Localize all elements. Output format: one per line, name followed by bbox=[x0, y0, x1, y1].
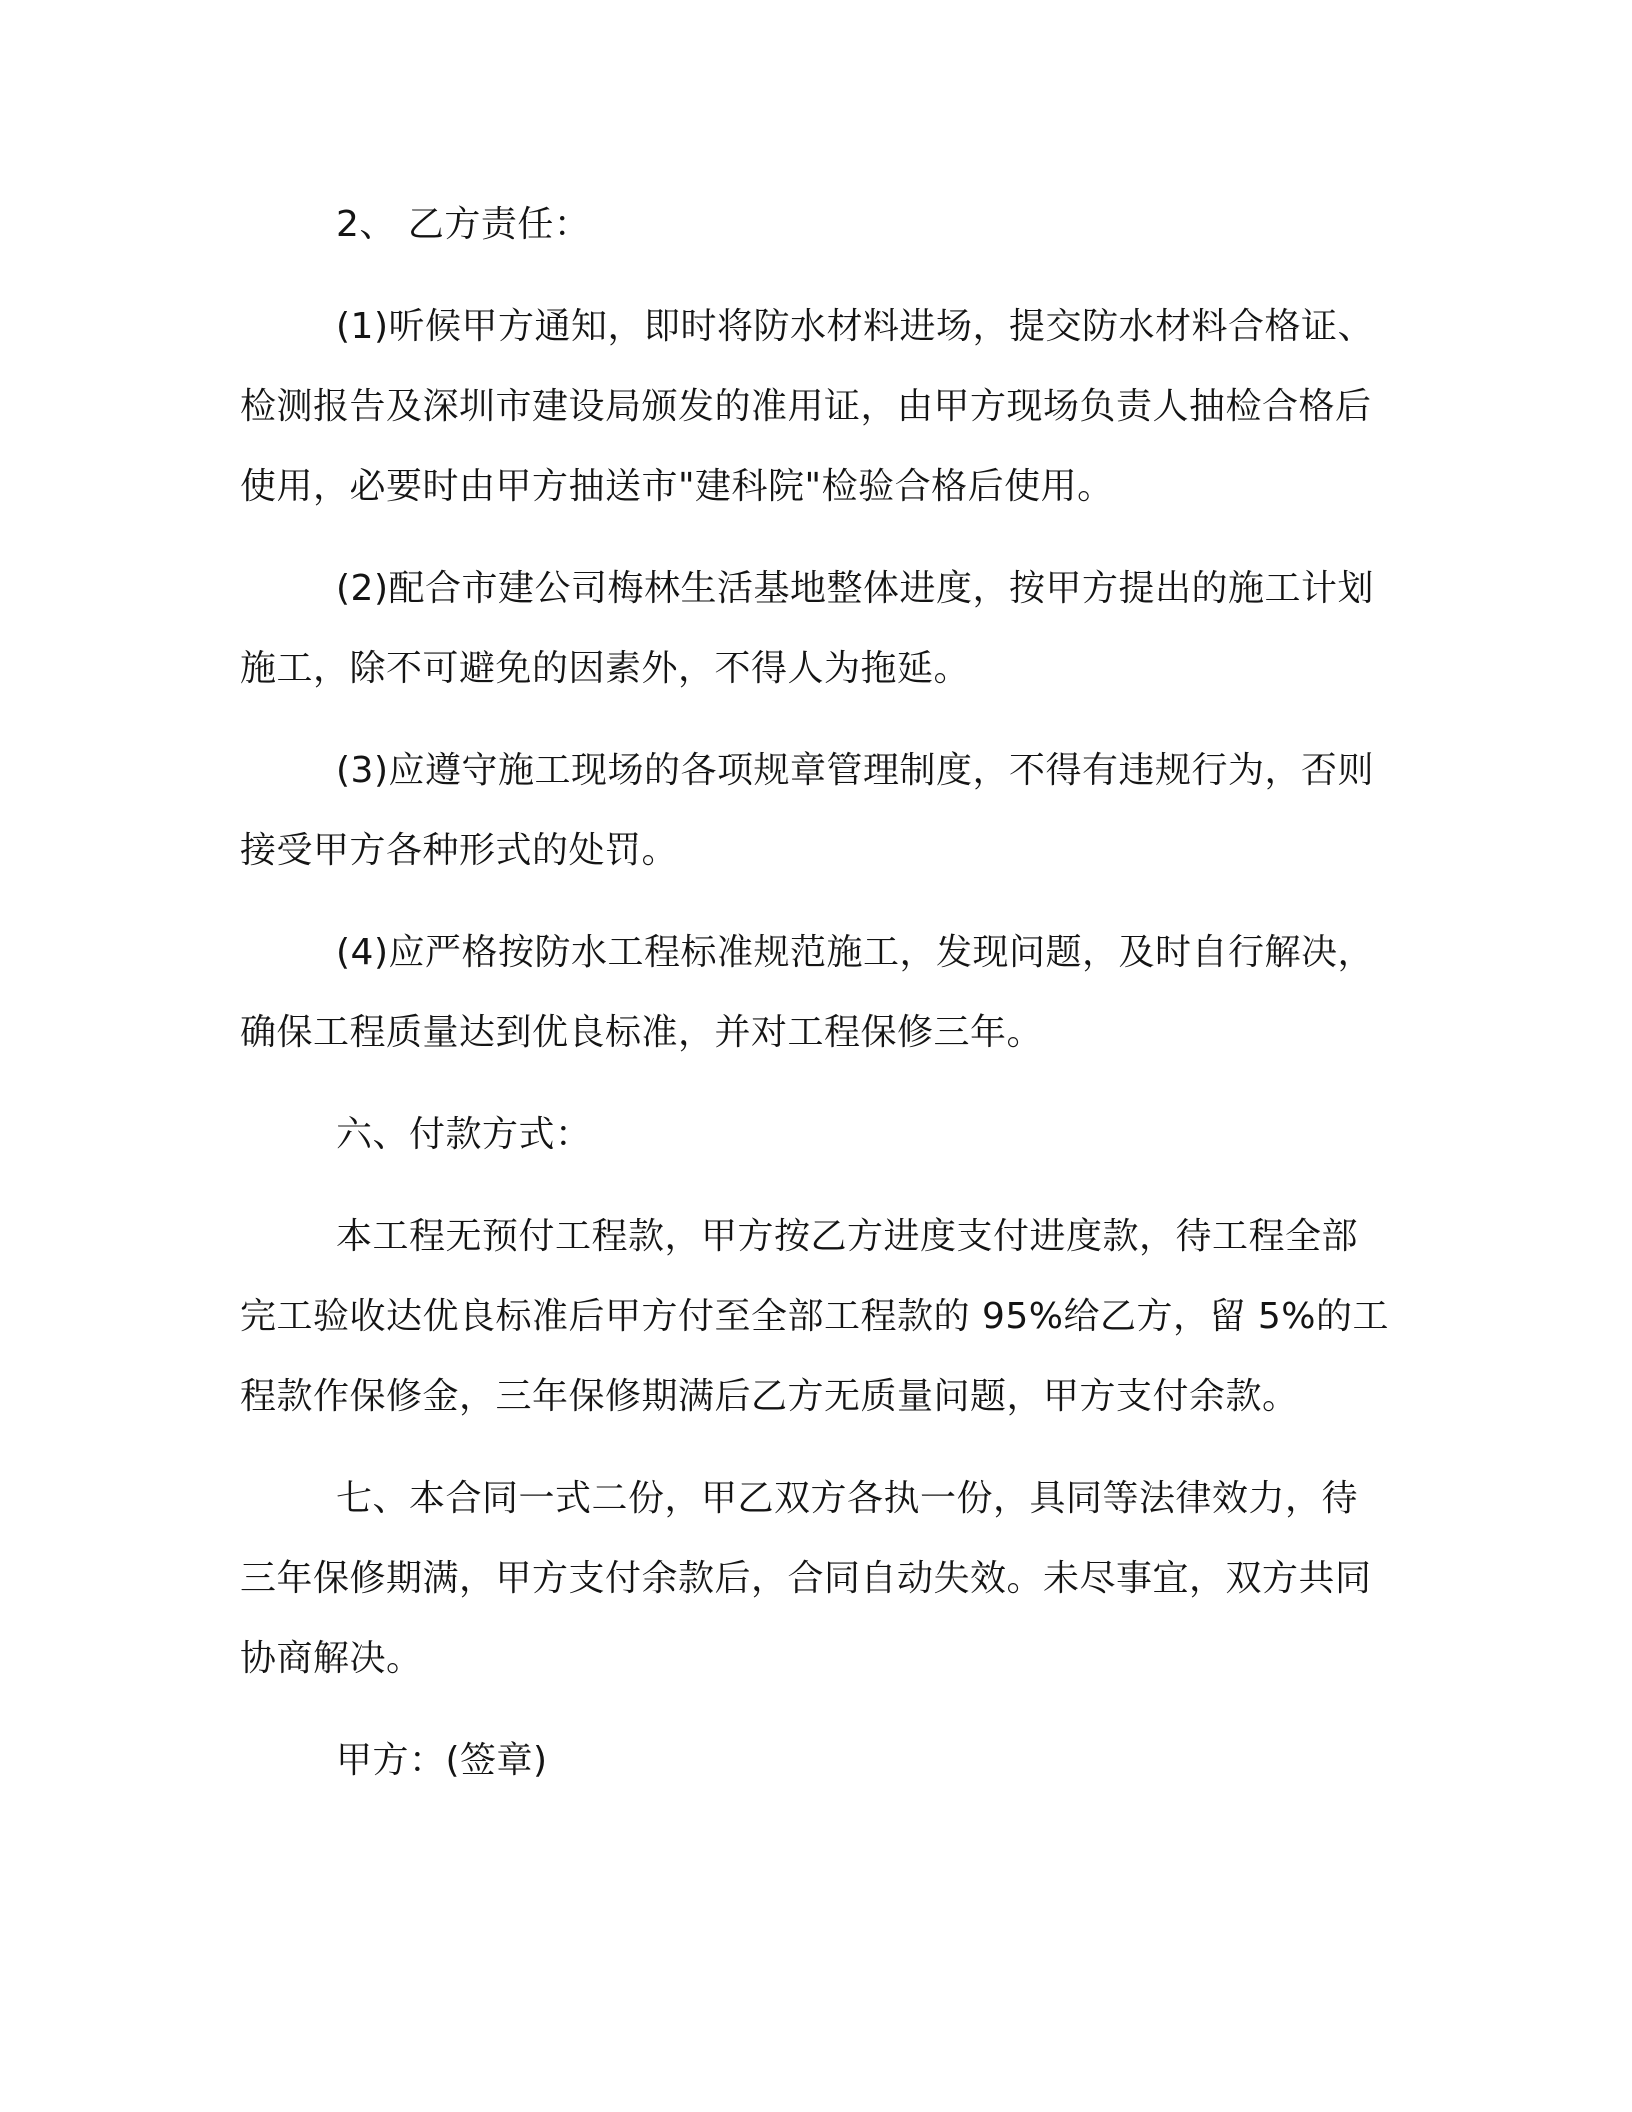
section-contract-copies: 七、本合同一式二份，甲乙双方各执一份，具同等法律效力，待三年保修期满，甲方支付余款后，合同自动失效。未尽事宜，双方共同协商解决。 bbox=[240, 1478, 1372, 1679]
document-body bbox=[240, 185, 1390, 1823]
clause-4-quality: (4)应严格按防水工程标准规范施工，发现问题，及时自行解决，确保工程质量达到优良标准，并对工程保修三年。 bbox=[240, 932, 1374, 1053]
party-a-signature-line: 甲方：(签章) bbox=[336, 1740, 548, 1781]
clause-3-site-rules: (3)应遵守施工现场的各项规章管理制度，不得有违规行为，否则接受甲方各种形式的处罚。 bbox=[240, 750, 1374, 871]
clause-1-materials: (1)听候甲方通知，即时将防水材料进场，提交防水材料合格证、检测报告及深圳市建设局颁发的准用证，由甲方现场负责人抽检合格后使用，必要时由甲方抽送市"建科院"检验合格后使用。 bbox=[240, 306, 1374, 507]
payment-terms: 本工程无预付工程款，甲方按乙方进度支付进度款，待工程全部完工验收达优良标准后甲方付至全部工程款的 95%给乙方，留 5%的工程款作保修金，三年保修期满后乙方无质量问题，甲方支付余款。 bbox=[240, 1216, 1390, 1417]
section-heading-payment: 六、付款方式： bbox=[336, 1114, 592, 1155]
section-heading-party-b-duties: 2、 乙方责任： bbox=[336, 204, 591, 245]
clause-2-schedule: (2)配合市建公司梅林生活基地整体进度，按甲方提出的施工计划施工，除不可避免的因素外，不得人为拖延。 bbox=[240, 568, 1374, 689]
